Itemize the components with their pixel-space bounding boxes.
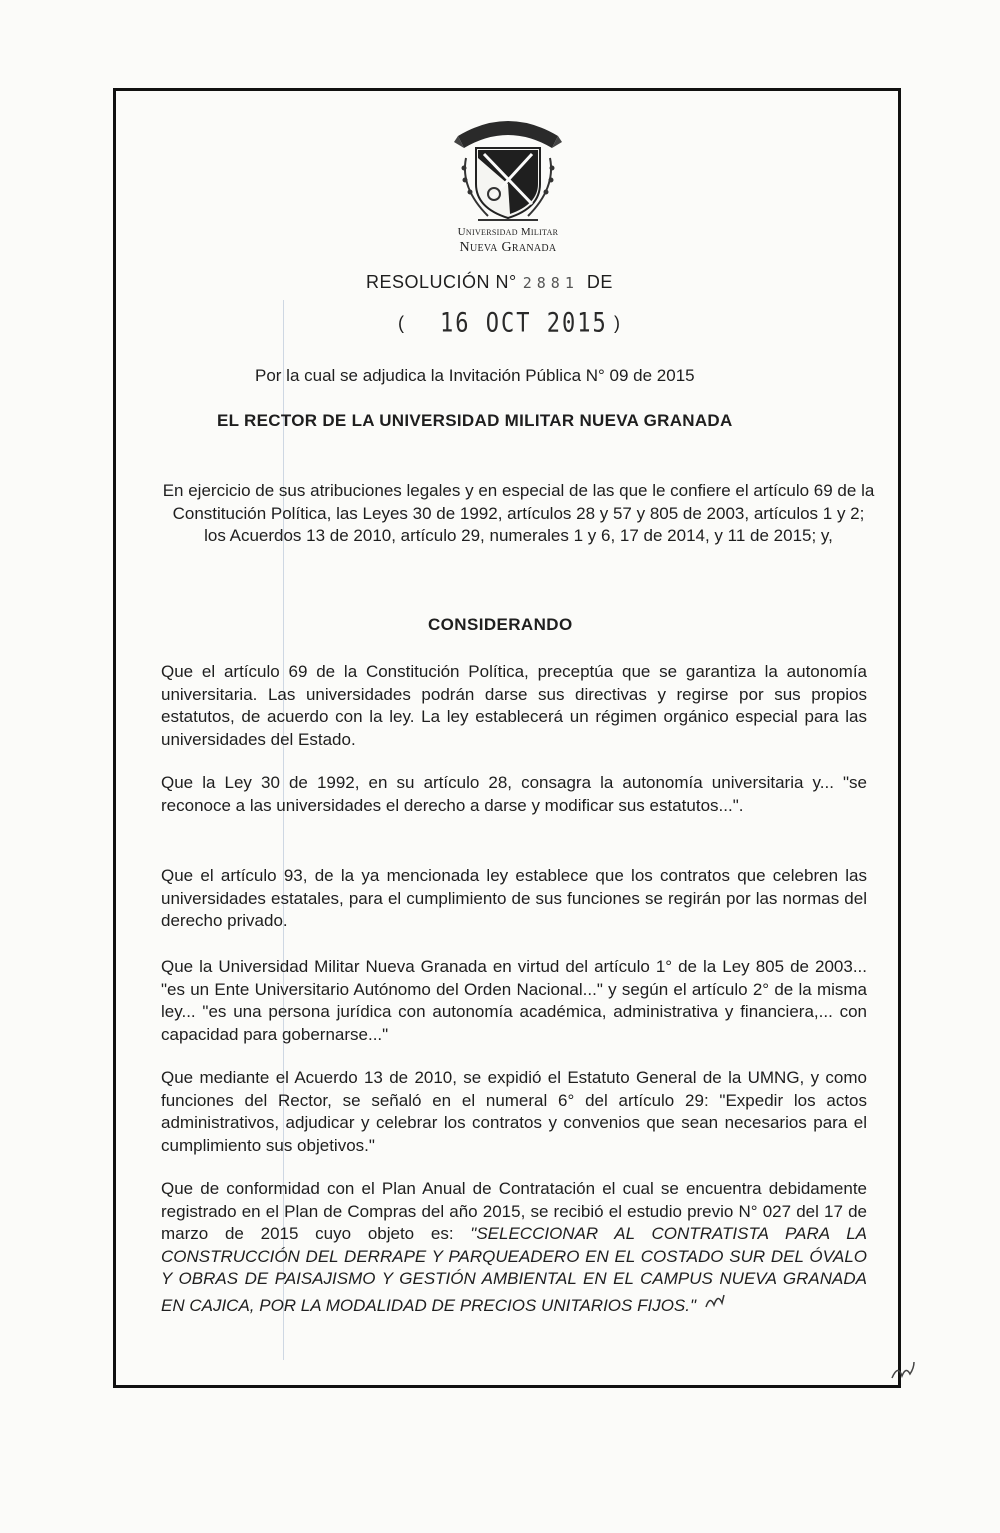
considerando-heading: CONSIDERANDO — [428, 615, 573, 634]
university-seal-icon — [448, 108, 568, 228]
considerando-paragraph-3: Que el artículo 93, de la ya mencionada ley establece que los contratos que celebren las universidades estatales, para el cumplimiento de sus funciones se regirán por las normas del derecho privado. — [161, 866, 867, 930]
date-stamp: 16 OCT 2015 — [440, 308, 608, 339]
university-name-line1: Universidad Militar — [457, 226, 559, 238]
resolution-number: 2881 — [522, 274, 579, 292]
paragraph-6-text: Que de conformidad con el Plan Anual de Contratación el cual se encuentra debidamente registrado en el Plan de Compras del año 2015, se recibió el estudio previo N° 027 del 17 de marzo de 2015 cuyo objeto es: — [161, 1179, 867, 1243]
margin-scribble-icon — [888, 1358, 918, 1384]
university-name-line2: Nueva Granada — [459, 240, 557, 255]
resolution-date-line — [398, 308, 638, 339]
date-paren-close: ) — [614, 313, 620, 333]
handwritten-initials — [700, 1298, 726, 1315]
exercise-clause: En ejercicio de sus atribuciones legales y en especial de las que le confiere el artículo 69 de la Constitución Política, las Leyes 30 de 1992, artículos 28 y 57 y 805 de 2003, artículos 1 y 2; los Acuerdos 13 de 2010, artículo 29, numerales 1 y 6, 17 de 2014, y 11 de 2015; y, — [162, 481, 875, 545]
paragraph-6-object: "SELECCIONAR AL CONTRATISTA PARA LA CONSTRUCCIÓN DEL DERRAPE Y PARQUEADERO EN EL COSTADO SUR DEL ÓVALO Y OBRAS DE PAISAJISMO Y GESTIÓN AMBIENTAL EN EL CAMPUS NUEVA GRANADA EN CAJICA, POR LA MODALIDAD DE PRECIOS UNITARIOS FIJOS." — [161, 1224, 867, 1315]
university-seal — [448, 108, 568, 228]
resolution-label: RESOLUCIÓN N° — [366, 272, 517, 292]
considerando-paragraph-4: Que la Universidad Militar Nueva Granada en virtud del artículo 1° de la Ley 805 de 2003... "es un Ente Universitario Autónomo del Orden Nacional..." y según el artículo 2° de la misma ley... "es una persona jurídica con autonomía académica, administrativa y financiera,... con capacidad para gobernarse..." — [161, 957, 867, 1044]
considerando-paragraph-5: Que mediante el Acuerdo 13 de 2010, se expidió el Estatuto General de la UMNG, y como funciones del Rector, se señaló en el numeral 6° del artículo 29: "Expedir los actos administrativos, adjudicar y celebrar los contratos y convenios que sean necesarios para el cumplimiento sus objetivos." — [161, 1068, 867, 1155]
resolution-de: DE — [586, 272, 613, 292]
initials-scribble-icon — [704, 1291, 726, 1311]
resolution-line — [366, 272, 613, 293]
considerando-paragraph-6 — [161, 1178, 867, 1318]
resolution-subject: Por la cual se adjudica la Invitación Pública N° 09 de 2015 — [255, 366, 695, 385]
considerando-paragraph-1: Que el artículo 69 de la Constitución Política, preceptúa que se garantiza la autonomía universitaria. Las universidades podrán darse sus directivas y regirse por sus propios estatutos, de acuerdo con la ley. La ley establecerá un régimen orgánico especial para las universidades del Estado. — [161, 662, 867, 749]
rector-heading: EL RECTOR DE LA UNIVERSIDAD MILITAR NUEVA GRANADA — [217, 411, 733, 430]
considerando-paragraph-2: Que la Ley 30 de 1992, en su artículo 28, consagra la autonomía universitaria y... "se reconoce a las universidades el derecho a darse y modificar sus estatutos...". — [161, 773, 867, 815]
margin-scribble — [888, 1358, 918, 1387]
date-paren-open: ( — [398, 313, 404, 333]
